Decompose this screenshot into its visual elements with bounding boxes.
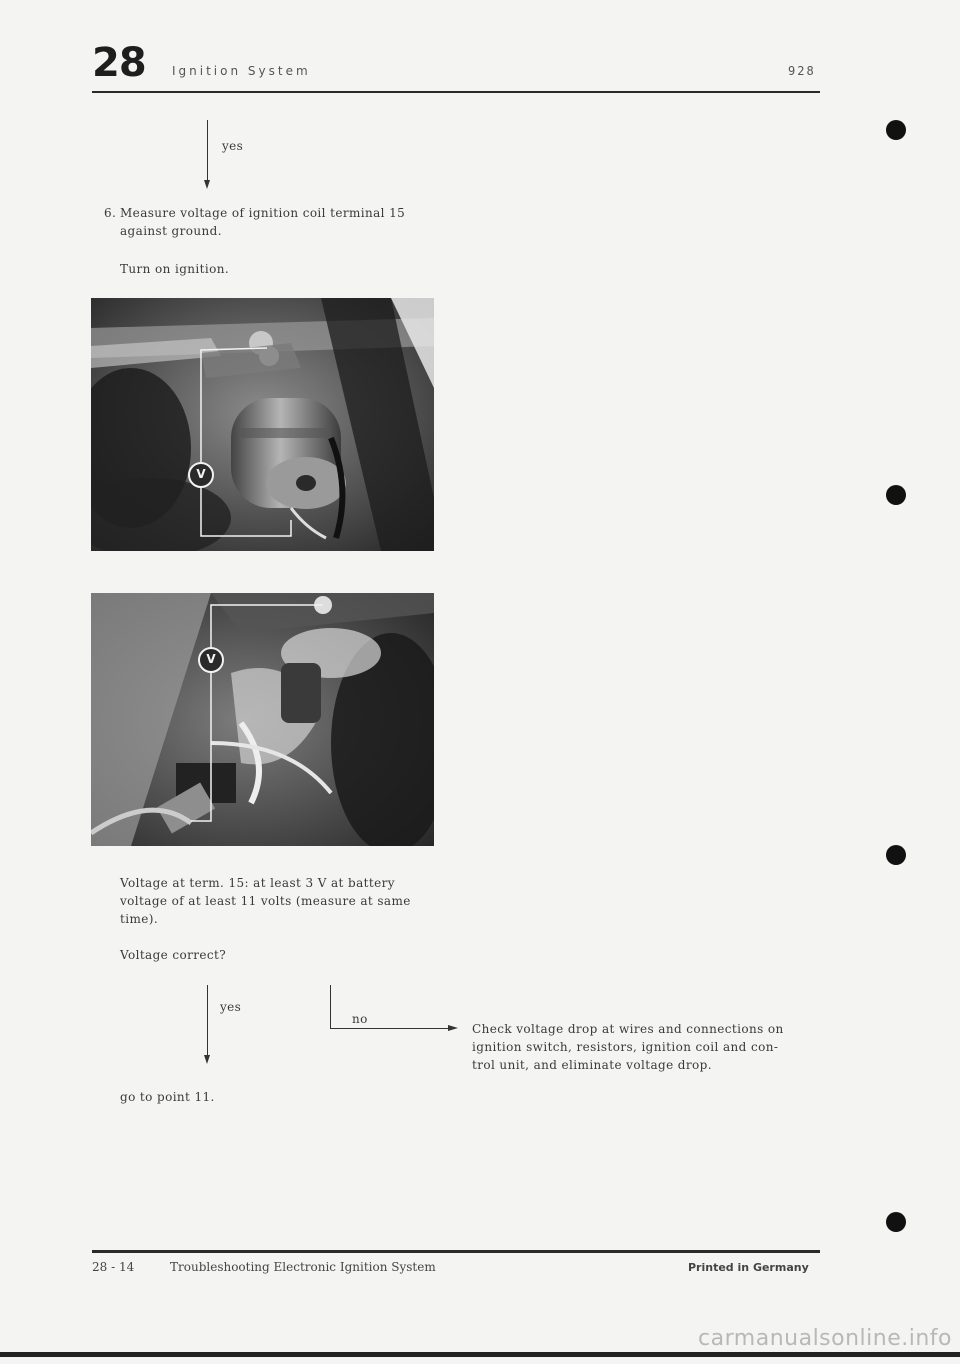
no-branch-action-line2: ignition switch, resistors, ignition coil and con- xyxy=(472,1040,779,1054)
site-watermark[interactable]: carmanualsonline.info xyxy=(698,1326,952,1351)
battery-terminal-photo xyxy=(91,593,434,846)
punch-hole xyxy=(886,845,906,865)
yes-branch-action: go to point 11. xyxy=(120,1090,215,1104)
no-branch-line-vertical xyxy=(330,985,331,1029)
flow-arrow-top-line xyxy=(207,120,208,182)
flow-yes-label-top: yes xyxy=(222,139,244,153)
footer-page-number: 28 - 14 xyxy=(92,1260,135,1274)
voltage-spec-line1: Voltage at term. 15: at least 3 V at battery xyxy=(120,876,395,890)
flow-arrow-top-head xyxy=(204,180,210,189)
footer-printed-in: Printed in Germany xyxy=(688,1261,809,1274)
voltmeter-marker-1: V xyxy=(196,467,206,481)
no-branch-arrowhead xyxy=(448,1025,458,1031)
no-branch-label: no xyxy=(352,1012,368,1026)
footer-section-title: Troubleshooting Electronic Ignition System xyxy=(170,1260,436,1274)
header-rule xyxy=(92,91,820,93)
voltage-spec xyxy=(120,874,450,928)
step-instruction: Turn on ignition. xyxy=(120,262,230,276)
chapter-title: Ignition System xyxy=(172,64,311,78)
punch-hole xyxy=(886,1212,906,1232)
no-branch-line-horizontal xyxy=(330,1028,450,1029)
page-bottom-rule xyxy=(0,1352,960,1357)
step-text-line1: Measure voltage of ignition coil terminal 15 xyxy=(120,206,406,220)
yes-branch-arrowhead xyxy=(204,1055,210,1064)
voltage-question: Voltage correct? xyxy=(120,948,227,962)
punch-hole xyxy=(886,485,906,505)
footer-rule xyxy=(92,1250,820,1253)
no-branch-action-line1: Check voltage drop at wires and connections on xyxy=(472,1022,784,1036)
step-text-line2: against ground. xyxy=(120,224,222,238)
ignition-coil-photo xyxy=(91,298,434,551)
yes-branch-label: yes xyxy=(220,1000,242,1014)
no-branch-action xyxy=(472,1020,832,1074)
step-6 xyxy=(104,204,444,240)
voltage-spec-line2: voltage of at least 11 volts (measure at same xyxy=(120,894,411,908)
step-number: 6. xyxy=(104,206,117,220)
voltage-spec-line3: time). xyxy=(120,912,159,926)
yes-branch-line xyxy=(207,985,208,1057)
punch-hole xyxy=(886,120,906,140)
voltmeter-marker-2: V xyxy=(206,652,216,666)
ignition-coil-photo-art xyxy=(91,298,434,551)
no-branch-action-line3: trol unit, and eliminate voltage drop. xyxy=(472,1058,712,1072)
model-number: 928 xyxy=(788,64,816,78)
chapter-number: 28 xyxy=(92,40,146,86)
battery-terminal-photo-art xyxy=(91,593,434,846)
